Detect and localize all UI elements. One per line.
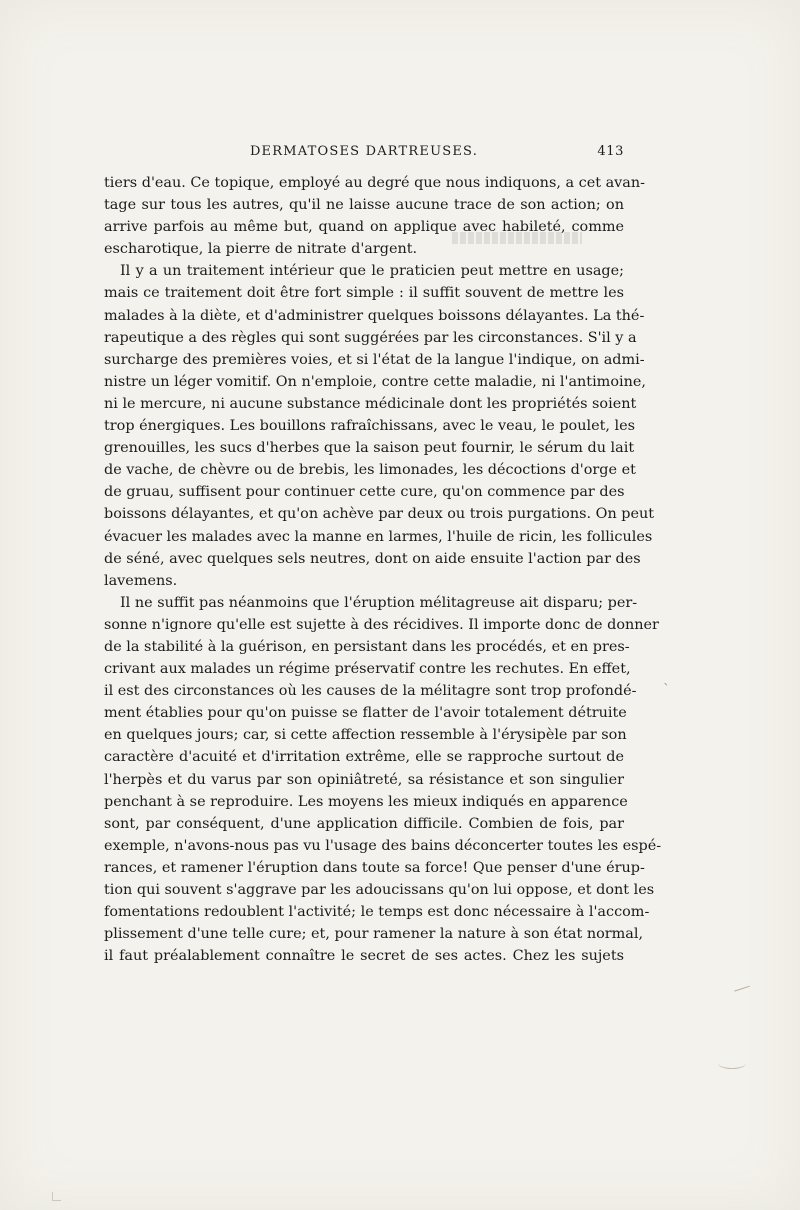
margin-mark [734,986,751,998]
text-line: ment établies pour qu'on puisse se flatter de l'avoir totalement détruite [104,705,627,722]
text-line: mais ce traitement doit être fort simple : il suffit souvent de mettre les [104,285,624,302]
running-title: DERMATOSES DARTREUSES. [249,144,479,159]
text-line: arrive parfois au même but, quand on applique avec habileté, comme [104,219,624,236]
text-line: de gruau, suffisent pour continuer cette cure, qu'on commence par des [104,484,625,501]
text-line: penchant à se reproduire. Les moyens les mieux indiqués en apparence [104,793,628,810]
text-line: malades à la diète, et d'administrer quelques boissons délayantes. La thé- [104,307,645,324]
text-line: trop énergiques. Les bouillons rafraîchissans, avec le veau, le poulet, les [104,418,636,435]
text-line: de séné, avec quelques sels neutres, dont on aide ensuite l'action par des [104,550,641,567]
text-line: lavemens. [104,572,178,589]
margin-mark [52,1192,61,1201]
text-line: rapeutique a des règles qui sont suggérées par les circonstances. S'il y a [104,329,637,346]
text-line: il faut préalablement connaître le secret de ses actes. Chez les sujets [104,948,624,965]
text-line: fomentations redoublent l'activité; le temps est donc nécessaire à l'accom- [104,904,650,921]
text-line: caractère d'acuité et d'irritation extrême, elle se rapproche surtout de [104,749,624,766]
text-line: escharotique, la pierre de nitrate d'argent. [104,241,418,258]
text-line: il est des circonstances où les causes de la mélitagre sont trop profondé- [104,683,637,700]
text-line: surcharge des premières voies, et si l'état de la langue l'indique, on admi- [104,351,645,368]
text-line: l'herpès et du varus par son opiniâtreté, sa résistance et son singulier [104,771,624,788]
page-header [104,144,624,164]
text-line: de vache, de chèvre ou de brebis, les limonades, les décoctions d'orge et [104,462,636,479]
text-line: sont, par conséquent, d'une application difficile. Combien de fois, par [104,815,624,832]
text-line: en quelques jours; car, si cette affection ressemble à l'érysipèle par son [104,727,627,744]
margin-mark: ` [663,682,670,698]
text-line: sonne n'ignore qu'elle est sujette à des récidives. Il importe donc de donner [104,616,659,633]
text-line: exemple, n'avons-nous pas vu l'usage des bains déconcerter toutes les espé- [104,837,662,854]
text-line: plissement d'une telle cure; et, pour ramener la nature à son état normal, [104,926,644,943]
text-line: tion qui souvent s'aggrave par les adoucissans qu'on lui oppose, et dont les [104,882,655,898]
text-line: Il y a un traitement intérieur que le praticien peut mettre en usage; [120,263,624,280]
text-line: tage sur tous les autres, qu'il ne laisse aucune trace de son action; on [104,197,624,214]
page-number: 413 [597,144,624,159]
text-line: crivant aux malades un régime préservatif contre les rechutes. En effet, [104,661,631,678]
text-line: boissons délayantes, et qu'on achève par deux ou trois purgations. On peut [104,506,655,523]
text-line: tiers d'eau. Ce topique, employé au degré que nous indiquons, a cet avan- [104,175,645,191]
text-line: nistre un léger vomitif. On n'emploie, contre cette maladie, ni l'antimoine, [104,373,646,390]
text-line: de la stabilité à la guérison, en persistant dans les procédés, et en pres- [104,638,630,655]
text-line: Il ne suffit pas néanmoins que l'éruption mélitagreuse ait disparu; per- [120,594,638,611]
body-text [104,172,662,967]
margin-mark [718,1058,746,1069]
text-line: évacuer les malades avec la manne en larmes, l'huile de ricin, les follicules [104,528,653,545]
text-line: grenouilles, les sucs d'herbes que la saison peut fournir, le sérum du lait [104,440,635,457]
text-line: ni le mercure, ni aucune substance médicinale dont les propriétés soient [104,395,637,412]
text-line: rances, et ramener l'éruption dans toute sa force! Que penser d'une érup- [104,859,645,876]
